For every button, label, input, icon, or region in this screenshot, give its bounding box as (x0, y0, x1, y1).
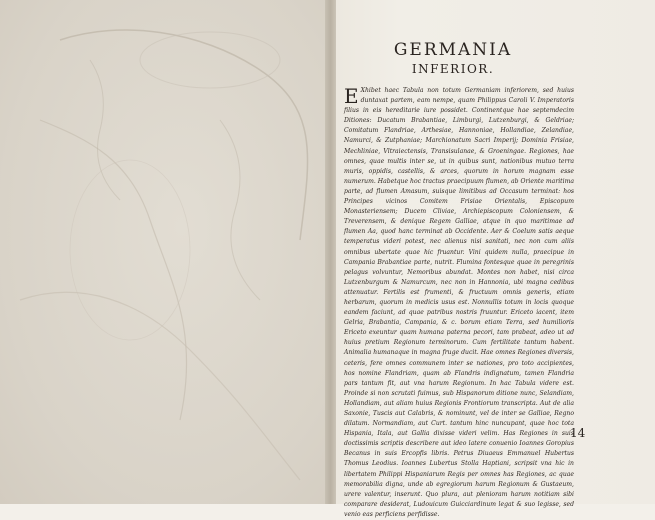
body-paragraph: Xhibet haec Tabula non totum Germaniam inferiorem, sed huius duntaxat partem, eam nempe, quam Philippus Caroli V. Imperatoris filius in eis hereditarie iure possidet. Continentque hae septemdecim Ditiones: Ducatum Brabantiae, Limburgi, Lutzenburgi, & Geldriae; Comitatum Flandriae, Arthesiae, Hannoniae, Hollandiae, Zelandiae, Namurci, & Zutphaniae; Marchionatum Sacri Imperij; Dominia Frisiae, Mechliniae, Vltraiectensis, Transisulanae, & Groeningae. Regiones, hae omnes, quae multis inter se, ut in quibus sunt, nationibus mutuo terra muris, oppidis, castellis, & arces, quorum in horum magnam esse numerum. Habetque hoc tractus praecipuum flumen, ab Oriente maritima parte, ad flumen Amasum, suisque limitibus ad Occasum terminat: hos Principes vicinos Comitem Frisiae Orientalis, Episcopum Monasteriensem; Ducem Cliviae, Archiepiscopum Coloniensem, & Treverensem, & denique Regem Galliae, atque in quo maritimae ad flumen Aa, quod hanc terminat ab Occidente. Aer & Coelum satis aeque temperatus videri potest, nec alienus nisi sanitati, nec non cum aliis omnibus ubertate quae hic fruantur. Vini quidem nulla, praecipue in Campania Brabantiae parte, nutrit. Flumina fontesque quae in peregrinis pelagus volvuntur, Nemoribus abundat. Montes non habet, nisi circa Lutzenburgum & Namurcum, nec non in Hannonia, ubi magna cedibus attenuatur. Fertilis est frumenti, & fructuum omnis generis, etiam herbarum, quorum in medicis usus est. Nonnullis totum in locis quoque eandem faciunt, ad quae patribus nostris fruuntur. Ericeto iacent, item Gelria, Brabantia, Campania, & c. borum etiam Terra, sed humilioris Ericeto exeuntur quam humana paterna pecori, tam prabeat, adeo ut ad huius pretium Regionum terminorum. Cum fertilitate tantum habent. Animalia humanaque in magna fruge ducit. Hae omnes Regiones diversis, ceteris, fere omnes communem inter se nationes, pro toto accipientes, hos nomine Flandriam, quam ab Flandris indignatum, tamen Flandria pars tantum fit, aut vna harum Regionum. In hac Tabula videre est. Proinde si non scrutati fuimus, sub Hispanorum ditione nunc, Selandiam, Hollandiam, aut aliam huius Regionis Frontiorum transcripta. Aut de alia Saxonie, Tuscis aut Calabris, & nominunt, vel de inter se Galliae, Regno dilatum. Normandiam, aut Curt. tantum hinc nuncupant, quae hoc tota Hispania, Itala, aut Gallia dixisse videri velim. Has Regiones in suis doctissimis scriptis describere aut ideo latere conuenio Ioannes Goropius Becanus in suis Ercopfis libris. Petrus Diuaeus Emmanuel Hubertus Thomus Leodius. Ioannes Lubertus Stolla Haptiani, scripsit vna hic in libertatem Philippi Hispaniarum Regis per omnes has Regiones, ac quae memorabilia digna, unde ab egregiorum harum Regionum & Gustaeum, urere valentur, inserunt. Quo plura, aut plenioram harum notitiam sibi comparare desiderat, Ludouicum Guicciardinum legat & suo legisse, sed venio eas perficiens perfidisse. (344, 87, 574, 518)
drop-cap: E (344, 84, 359, 108)
page-title: GERMANIA (393, 40, 513, 60)
body-text (344, 84, 574, 518)
page-number: 14 (570, 426, 586, 440)
page-subtitle: INFERIOR. (411, 62, 495, 76)
map-bleed-through (0, 0, 330, 504)
